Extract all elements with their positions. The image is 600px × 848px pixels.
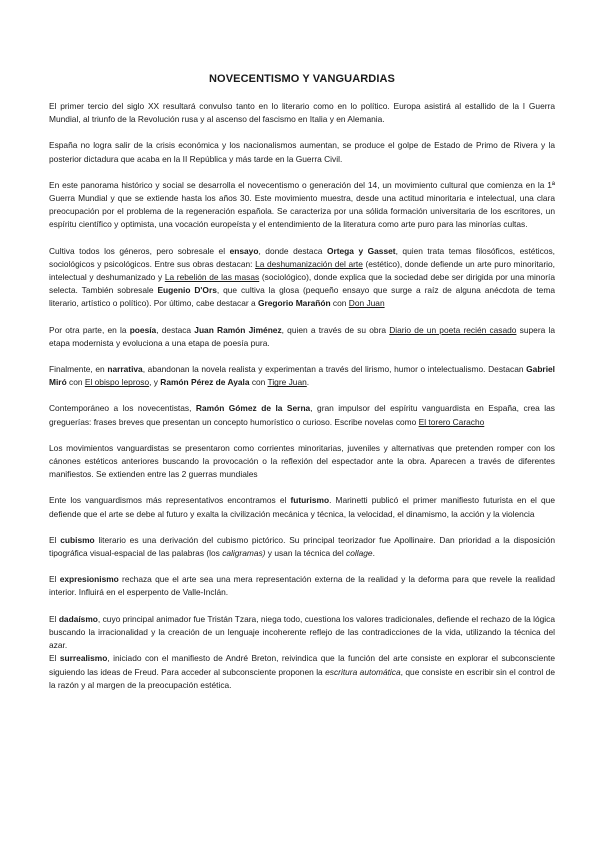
paragraph-ensayo bbox=[49, 245, 555, 311]
text: y usan la técnica del bbox=[265, 548, 347, 559]
text: Los movimientos vanguardistas se presentaron como corrientes minoritarias, juveniles y alternativas que pretenden romper con los cánones estéticos anteriores buscando la provocación o la reflexión del espectador ante la obra. Aparecen a través de diferentes manifiestos. Se extienden entre las 2 guerras mundiales bbox=[49, 442, 555, 480]
movement-term: futurismo bbox=[290, 495, 330, 506]
text: El bbox=[49, 653, 60, 664]
text: Cultiva todos los géneros, pero sobresale el bbox=[49, 245, 230, 256]
author-name: Eugenio D'Ors bbox=[157, 285, 217, 296]
italic-term: collage bbox=[346, 548, 373, 559]
text: , cuyo principal animador fue Tristán Tzara, niega todo, cuestiona los valores tradicionales, defiende el rechazo de la lógica buscando la irracionalidad y la creación de un lenguaje incoherente reflejo de las contradicciones de la vida, utilizando la técnica del azar. bbox=[49, 613, 556, 651]
text: , abandonan la novela realista y experimentan a través del lirismo, humor o intelectualismo. Destacan bbox=[142, 364, 527, 375]
work-title: Don Juan bbox=[348, 298, 385, 309]
paragraph-poesia bbox=[49, 324, 555, 350]
page-title: NOVECENTISMO Y VANGUARDIAS bbox=[209, 73, 395, 85]
work-title: Tigre Juan bbox=[267, 377, 307, 388]
text: , que cultiva la glosa (pequeño ensayo que surge a raíz de alguna anécdota de tema literario, artístico o político). Por último, cabe destacar a bbox=[49, 285, 555, 309]
work-title: Diario de un poeta recién casado bbox=[389, 324, 517, 335]
text: (estético), donde defiende un arte puro minoritario, intelectual y deshumanizado y bbox=[49, 258, 555, 283]
work-title: El obispo leproso bbox=[84, 377, 150, 388]
text: , iniciado con el manifiesto de André Breton, reivindica que la función del arte consiste en explorar el subconsciente siguiendo las ideas de Freud. Para acceder al subconsciente proponen la bbox=[49, 653, 555, 677]
paragraph-surrealismo bbox=[49, 652, 555, 692]
movement-term: surrealismo bbox=[59, 653, 108, 664]
text: El bbox=[49, 613, 59, 624]
text: con bbox=[249, 377, 268, 388]
text: . bbox=[372, 548, 375, 559]
paragraph-gomez-de-la-serna bbox=[49, 402, 555, 428]
work-title: La deshumanización del arte bbox=[255, 258, 363, 269]
movement-term: expresionismo bbox=[59, 574, 119, 585]
author-name: Ramón Gómez de la Serna bbox=[195, 403, 311, 414]
text: Por otra parte, en la bbox=[49, 324, 130, 335]
text: rechaza que el arte sea una mera representación externa de la realidad y la deforma para que revele la realidad interior. Influirá en el esperpento de Valle-Inclán. bbox=[49, 574, 555, 598]
text: . Marinetti publicó el primer manifiesto futurista en el que defiende que el arte se debe al futuro y exalta la civilización mecánica y técnica, la velocidad, el dinamismo, la acción y la violencia bbox=[49, 495, 555, 519]
text: con bbox=[66, 377, 85, 388]
paragraph-dadaismo bbox=[49, 613, 555, 653]
text: literario es una derivación del cubismo pictórico. Su principal teorizador fue Apollinaire. Dan prioridad a la disposición tipográfica visual-espacial de las palabras (los bbox=[49, 534, 556, 559]
text: , que consiste en escribir sin el control de la razón y al margen de la preocupación estética. bbox=[49, 666, 555, 690]
text: Contemporáneo a los novecentistas, bbox=[49, 403, 196, 414]
text: España no logra salir de la crisis económica y los nacionalismos aumentan, se produce el golpe de Estado de Primo de Rivera y la posterior dictadura que acaba en la II República y más tarde en la Guerra Civil. bbox=[49, 140, 555, 164]
author-name: Juan Ramón Jiménez bbox=[194, 324, 282, 335]
movement-term: dadaísmo bbox=[58, 613, 98, 624]
text: , destaca bbox=[156, 324, 195, 335]
text: , quien a través de su obra bbox=[281, 324, 390, 335]
text: . bbox=[306, 377, 310, 388]
text: El bbox=[49, 534, 61, 545]
paragraph-spain bbox=[49, 139, 555, 165]
author-name: Ortega y Gasset bbox=[326, 245, 396, 256]
italic-term: escritura automática bbox=[325, 666, 401, 677]
text: supera la etapa modernista y evoluciona a una etapa de poesía pura. bbox=[49, 324, 555, 348]
work-title: El torero Caracho bbox=[418, 416, 485, 427]
text: , donde destaca bbox=[258, 245, 327, 256]
author-name: Gregorio Marañón bbox=[258, 298, 331, 309]
paragraph-futurismo bbox=[49, 494, 555, 520]
text: El bbox=[49, 574, 60, 585]
text: (sociológico), donde explica que la sociedad debe ser dirigida por una minoría selecta. También sobresale bbox=[49, 272, 555, 296]
paragraph-intro bbox=[49, 100, 555, 126]
text: En este panorama histórico y social se desarrolla el novecentismo o generación del 14, un movimiento cultural que comienza en la 1ª Guerra Mundial y que se extiende hasta los años 30. Este movimiento muestra, desde una actitud minoritaria e intelectual, una clara preocupación por el problema de la regeneración española. Se caracteriza por una sólida formación universitaria de los escritores, un espíritu científico y optimista, una vocación europeísta y el entendimiento de la literatura como arte puro para las minorías cultas. bbox=[49, 179, 555, 230]
paragraph-vanguardias bbox=[49, 442, 555, 482]
text: Finalmente, en bbox=[49, 364, 108, 375]
genre-term: narrativa bbox=[107, 364, 143, 375]
paragraph-novecentismo bbox=[49, 179, 555, 232]
paragraph-cubismo bbox=[49, 534, 555, 560]
author-name: Gabriel Miró bbox=[49, 364, 555, 388]
text: Ente los vanguardismos más representativos encontramos el bbox=[49, 495, 291, 506]
text: El primer tercio del siglo XX resultará convulso tanto en lo literario como en lo político. Europa asistirá al estallido de la I Guerra Mundial, al triunfo de la Revolución rusa y al ascenso del fascismo en Italia y en Alemania. bbox=[49, 101, 555, 125]
movement-term: cubismo bbox=[60, 534, 95, 545]
work-title: La rebelión de las masas bbox=[164, 272, 260, 283]
paragraph-narrativa bbox=[49, 363, 555, 389]
text: con bbox=[330, 298, 349, 309]
text: , y bbox=[149, 377, 161, 388]
genre-term: ensayo bbox=[229, 245, 259, 256]
text: , quien trata temas filosóficos, estéticos, sociológicos y psicológicos. Entre sus obras destacan: bbox=[49, 245, 555, 269]
genre-term: poesía bbox=[129, 324, 157, 335]
italic-term: caligramas) bbox=[222, 548, 266, 559]
author-name: Ramón Pérez de Ayala bbox=[160, 377, 250, 388]
text: , gran impulsor del espíritu vanguardista en España, crea las greguerías: frases breves que presentan un concepto humorístico o curioso. Escribe novelas como bbox=[49, 403, 555, 427]
document-page bbox=[49, 72, 555, 705]
paragraph-expresionismo bbox=[49, 573, 555, 599]
